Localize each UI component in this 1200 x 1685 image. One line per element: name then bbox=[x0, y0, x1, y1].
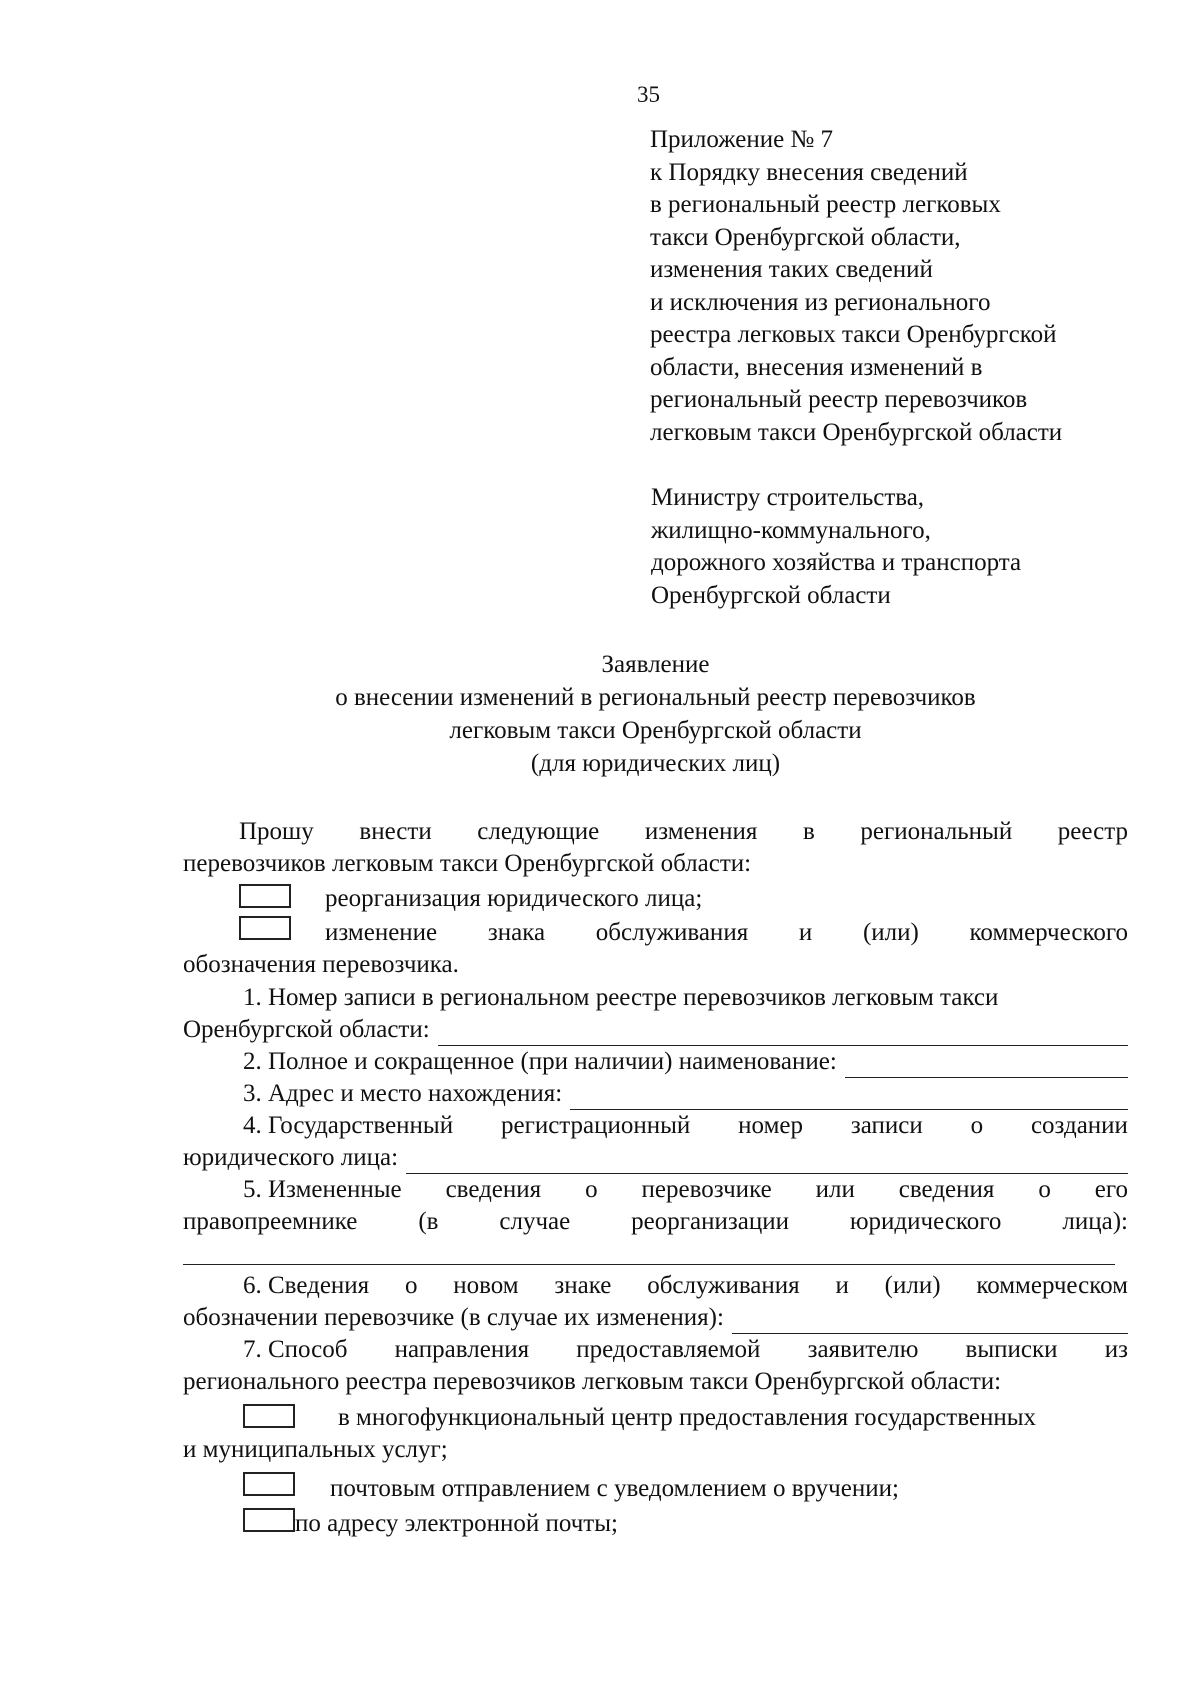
item-5-label bbox=[183, 1174, 1128, 1206]
item-2-field bbox=[183, 1046, 1128, 1078]
word: 7. Способ bbox=[243, 1336, 348, 1363]
word: 5. Измененные bbox=[243, 1176, 402, 1203]
item-2-label: 2. Полное и сокращенное (при наличии) наименование: bbox=[243, 1048, 837, 1075]
title-line: о внесении изменений в региональный реестр перевозчиков bbox=[335, 684, 976, 711]
recipient-line: Оренбургской области bbox=[651, 581, 891, 609]
word: правопреемнике bbox=[183, 1208, 358, 1235]
item-3-label: 3. Адрес и место нахождения: bbox=[243, 1080, 563, 1107]
word: предоставляемой bbox=[576, 1336, 761, 1363]
post-label: почтовым отправлением с уведомлением о вручении; bbox=[330, 1475, 899, 1502]
word: юридического bbox=[849, 1208, 1002, 1235]
item-7-label bbox=[183, 1334, 1128, 1366]
item-1-field bbox=[183, 1014, 1128, 1046]
word: выписки bbox=[965, 1336, 1058, 1363]
item-6-field bbox=[183, 1302, 1128, 1334]
email-checkbox[interactable] bbox=[243, 1508, 295, 1532]
word: направления bbox=[394, 1336, 530, 1363]
reorganization-label: реорганизация юридического лица; bbox=[325, 885, 703, 912]
word: (или) bbox=[862, 919, 919, 946]
word: коммерческом bbox=[976, 1272, 1128, 1299]
word: о bbox=[585, 1176, 598, 1203]
word: внести bbox=[359, 818, 432, 845]
word: Прошу bbox=[239, 818, 314, 845]
sign-change-checkbox[interactable] bbox=[239, 916, 291, 940]
appendix-line: в региональный реестр легковых bbox=[650, 191, 1001, 218]
reorganization-checkbox[interactable] bbox=[239, 884, 291, 908]
word: его bbox=[1094, 1176, 1128, 1203]
word: обслуживания bbox=[595, 919, 749, 946]
item-4-blank-line[interactable] bbox=[406, 1151, 1128, 1174]
word: перевозчике bbox=[641, 1176, 772, 1203]
appendix-line: реестра легковых такси Оренбургской bbox=[650, 321, 1057, 348]
word: и bbox=[835, 1272, 849, 1299]
word: следующие bbox=[477, 818, 600, 845]
item-7-continuation: регионального реестра перевозчиков легковым такси Оренбургской области: bbox=[183, 1368, 1002, 1395]
sign-change-continuation: обозначения перевозчика. bbox=[183, 951, 459, 978]
word: изменения bbox=[644, 818, 758, 845]
mfc-label: в многофункциональный центр предоставления государственных bbox=[338, 1404, 1037, 1431]
item-4-continuation: юридического лица: bbox=[183, 1144, 399, 1171]
word: заявителю bbox=[807, 1336, 919, 1363]
word: или bbox=[815, 1176, 855, 1203]
word: знаке bbox=[554, 1272, 612, 1299]
item-3-blank-line[interactable] bbox=[570, 1087, 1128, 1110]
item-1-blank-line[interactable] bbox=[438, 1023, 1128, 1046]
word: и bbox=[798, 919, 813, 946]
appendix-line: такси Оренбургской области, bbox=[650, 223, 961, 251]
title-line: легковым такси Оренбургской области bbox=[449, 717, 862, 744]
page-number: 35 bbox=[637, 82, 660, 107]
title-line: (для юридических лиц) bbox=[530, 750, 781, 777]
intro-continuation: перевозчиков легковым такси Оренбургской области: bbox=[183, 850, 752, 877]
word: реестр bbox=[1057, 818, 1128, 845]
word: коммерческого bbox=[969, 919, 1128, 946]
mfc-continuation: и муниципальных услуг; bbox=[183, 1436, 448, 1463]
item-6-blank-line[interactable] bbox=[732, 1311, 1128, 1334]
appendix-line: к Порядку внесения сведений bbox=[650, 158, 968, 186]
item-3-field bbox=[183, 1078, 1128, 1110]
word: (в bbox=[418, 1208, 439, 1235]
appendix-line: области, внесения изменений в bbox=[650, 353, 983, 381]
document-title bbox=[183, 648, 1128, 780]
recipient-block bbox=[651, 482, 1151, 612]
appendix-line: Приложение № 7 bbox=[650, 126, 834, 153]
word: о bbox=[404, 1272, 418, 1299]
item-2-blank-line[interactable] bbox=[845, 1055, 1128, 1078]
sign-change-label bbox=[325, 917, 1128, 949]
word: создании bbox=[1030, 1112, 1128, 1139]
item-5-continuation bbox=[183, 1206, 1128, 1238]
item-1-label: 1. Номер записи в региональном реестре перевозчиков легковым такси bbox=[243, 984, 999, 1011]
recipient-line: жилищно-коммунального, bbox=[651, 516, 931, 544]
word: сведения bbox=[898, 1176, 995, 1203]
recipient-line: Министру строительства, bbox=[651, 484, 925, 511]
word: реорганизации bbox=[631, 1208, 789, 1235]
recipient-line: дорожного хозяйства и транспорта bbox=[651, 549, 1022, 576]
word: (или) bbox=[884, 1272, 941, 1299]
word: знака bbox=[487, 919, 546, 946]
appendix-header bbox=[650, 124, 1170, 449]
item-6-label bbox=[183, 1270, 1128, 1302]
word: новом bbox=[453, 1272, 519, 1299]
word: 4. Государственный bbox=[243, 1112, 454, 1139]
word: изменение bbox=[325, 919, 438, 946]
word: 6. Сведения bbox=[243, 1272, 370, 1299]
word: в bbox=[802, 818, 815, 845]
word: о bbox=[1038, 1176, 1051, 1203]
appendix-line: и исключения из регионального bbox=[650, 288, 991, 316]
title-heading: Заявление bbox=[601, 651, 710, 678]
post-checkbox[interactable] bbox=[243, 1472, 295, 1496]
item-5-blank-line[interactable] bbox=[183, 1264, 1115, 1265]
intro-line bbox=[183, 816, 1128, 848]
word: региональный bbox=[860, 818, 1013, 845]
word: о bbox=[970, 1112, 984, 1139]
word: лица): bbox=[1062, 1208, 1128, 1235]
word: номер bbox=[738, 1112, 803, 1139]
item-4-field bbox=[183, 1142, 1128, 1174]
word: обслуживания bbox=[647, 1272, 800, 1299]
item-6-continuation: обозначении перевозчике (в случае их изменения): bbox=[183, 1304, 724, 1331]
word: записи bbox=[850, 1112, 923, 1139]
appendix-line: изменения таких сведений bbox=[650, 256, 933, 283]
word: из bbox=[1104, 1336, 1128, 1363]
word: сведения bbox=[445, 1176, 542, 1203]
appendix-line: легковым такси Оренбургской области bbox=[650, 418, 1063, 446]
email-label: по адресу электронной почты; bbox=[295, 1510, 618, 1537]
word: регистрационный bbox=[500, 1112, 691, 1139]
appendix-line: региональный реестр перевозчиков bbox=[650, 386, 1028, 413]
item-1-continuation: Оренбургской области: bbox=[183, 1016, 430, 1043]
item-4-label bbox=[183, 1110, 1128, 1142]
word: случае bbox=[499, 1208, 571, 1235]
mfc-checkbox[interactable] bbox=[243, 1404, 295, 1428]
